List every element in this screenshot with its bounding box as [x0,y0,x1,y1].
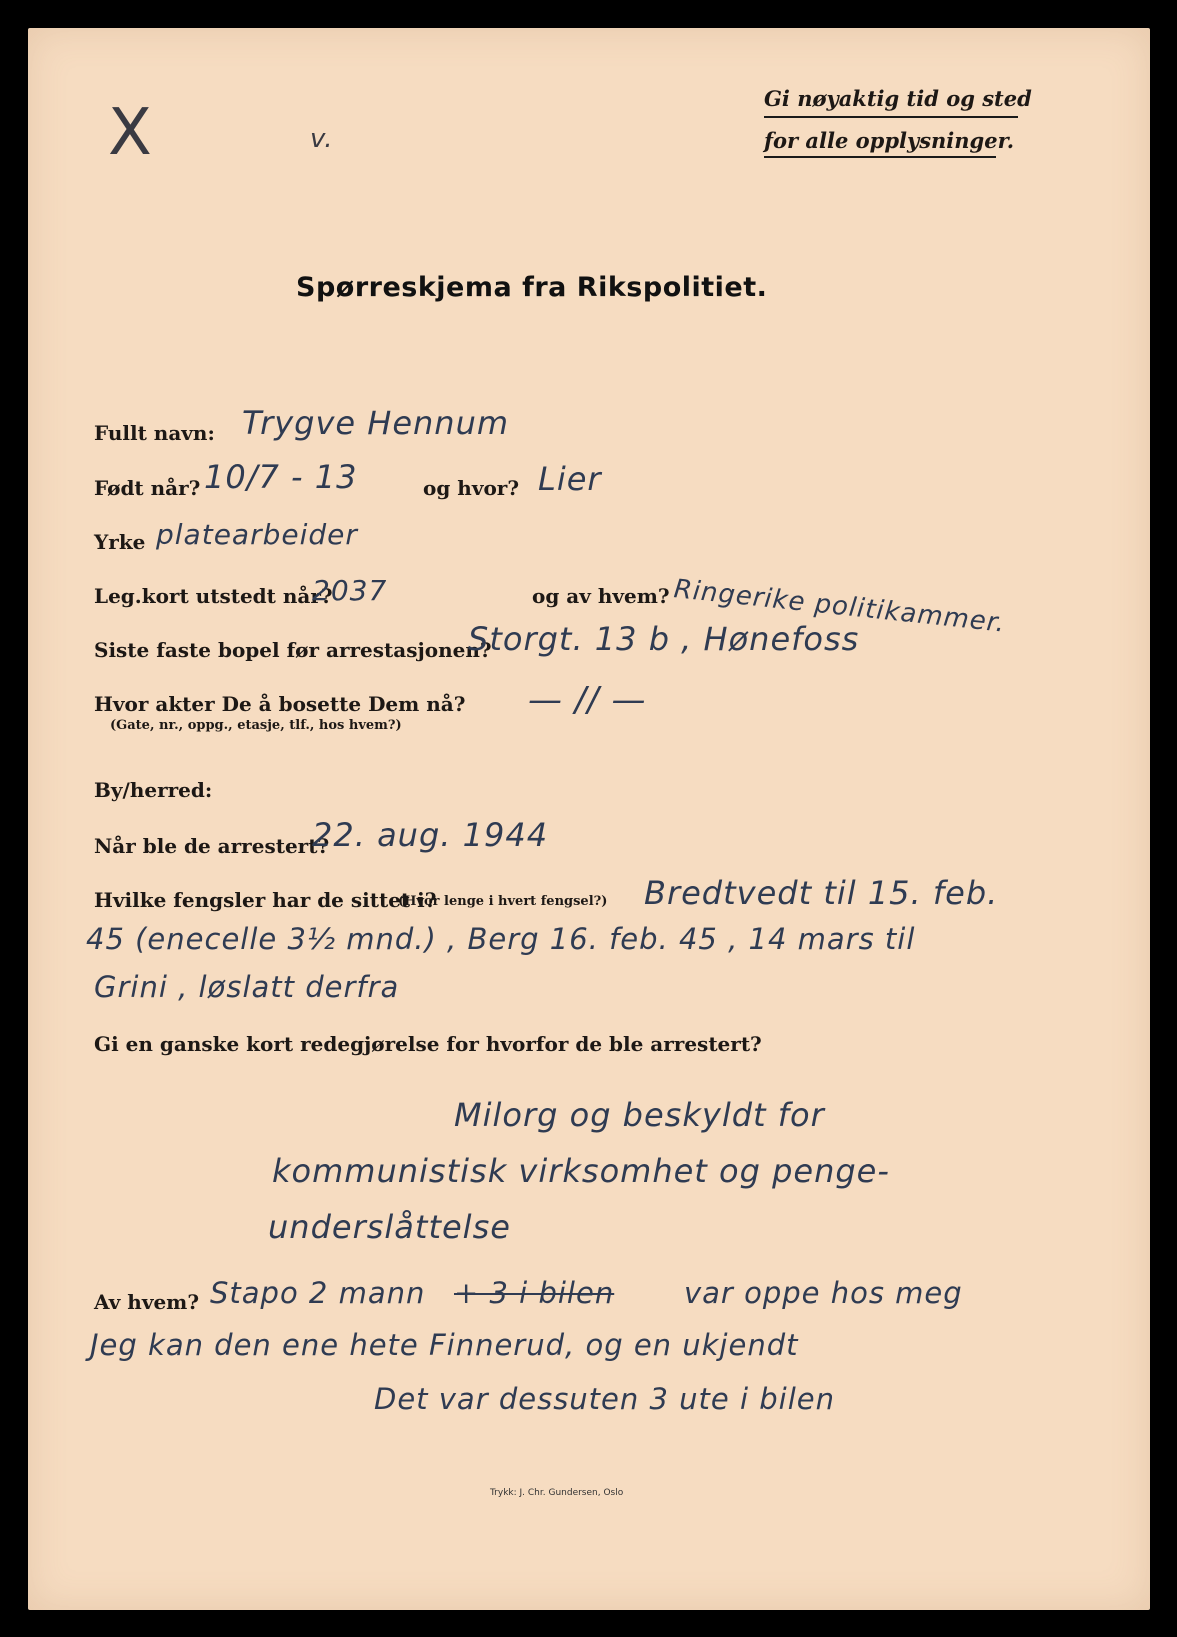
born-where-value: Lier [538,460,602,498]
header-note-line2: for alle opplysninger. [764,128,1015,153]
margin-v-mark: v. [310,124,334,154]
header-note-underline2 [764,156,996,158]
prisons-sublabel: (Hvor lenge i hvert fengsel?) [398,894,608,909]
margin-x-mark: X [108,96,153,170]
reason-label: Gi en ganske kort redegjørelse for hvorfor de ble arrestert? [94,1032,762,1056]
page-title: Spørreskjema fra Rikspolitiet. [296,272,768,303]
reason-value-line3: underslåttelse [268,1208,511,1246]
id-issued-when-value: 2037 [312,574,388,607]
by-whom-value-line3: Det var dessuten 3 ute i bilen [374,1382,835,1416]
id-issued-by-value: Ringerike politikammer. [672,574,1007,639]
born-when-label: Født når? [94,476,201,500]
prisons-value-line1: Bredtvedt til 15. feb. [644,874,999,912]
full-name-value: Trygve Hennum [242,404,510,442]
id-issued-when-label: Leg.kort utstedt når? [94,584,333,608]
by-whom-value-rest: var oppe hos meg [684,1276,963,1310]
occupation-value: platearbeider [156,518,358,551]
prisons-label: Hvilke fengsler har de sittet i? [94,888,437,912]
settle-where-value: — // — [528,680,647,720]
settle-where-sublabel: (Gate, nr., oppg., etasje, tlf., hos hvem?) [110,718,402,733]
born-when-value: 10/7 - 13 [204,458,358,496]
reason-value-line2: kommunistisk virksomhet og penge- [272,1152,890,1190]
arrested-when-value: 22. aug. 1944 [312,816,549,854]
prisons-value-line2: 45 (enecelle 3½ mnd.) , Berg 16. feb. 45 , 14 mars til [86,922,916,956]
header-note-underline1 [764,116,1018,118]
reason-value-line1: Milorg og beskyldt for [454,1096,825,1134]
municipality-label: By/herred: [94,778,213,802]
printer-imprint: Trykk: J. Chr. Gundersen, Oslo [490,1488,624,1498]
settle-where-label: Hvor akter De å bosette Dem nå? [94,692,466,716]
arrested-when-label: Når ble de arrestert? [94,834,330,858]
occupation-label: Yrke [94,530,146,554]
born-where-label: og hvor? [423,476,520,500]
header-note-line1: Gi nøyaktig tid og sted [764,86,1032,111]
by-whom-value-line2: Jeg kan den ene hete Finnerud, og en ukjendt [90,1328,799,1362]
questionnaire-page [28,28,1150,1610]
by-whom-label: Av hvem? [94,1290,200,1314]
full-name-label: Fullt navn: [94,421,215,445]
last-address-value: Storgt. 13 b , Hønefoss [468,620,860,658]
id-issued-by-label: og av hvem? [532,584,670,608]
by-whom-value-struck: + 3 i bilen [454,1276,615,1310]
by-whom-value-main: Stapo 2 mann [210,1276,426,1310]
last-address-label: Siste faste bopel før arrestasjonen? [94,638,492,662]
prisons-value-line3: Grini , løslatt derfra [94,970,400,1004]
